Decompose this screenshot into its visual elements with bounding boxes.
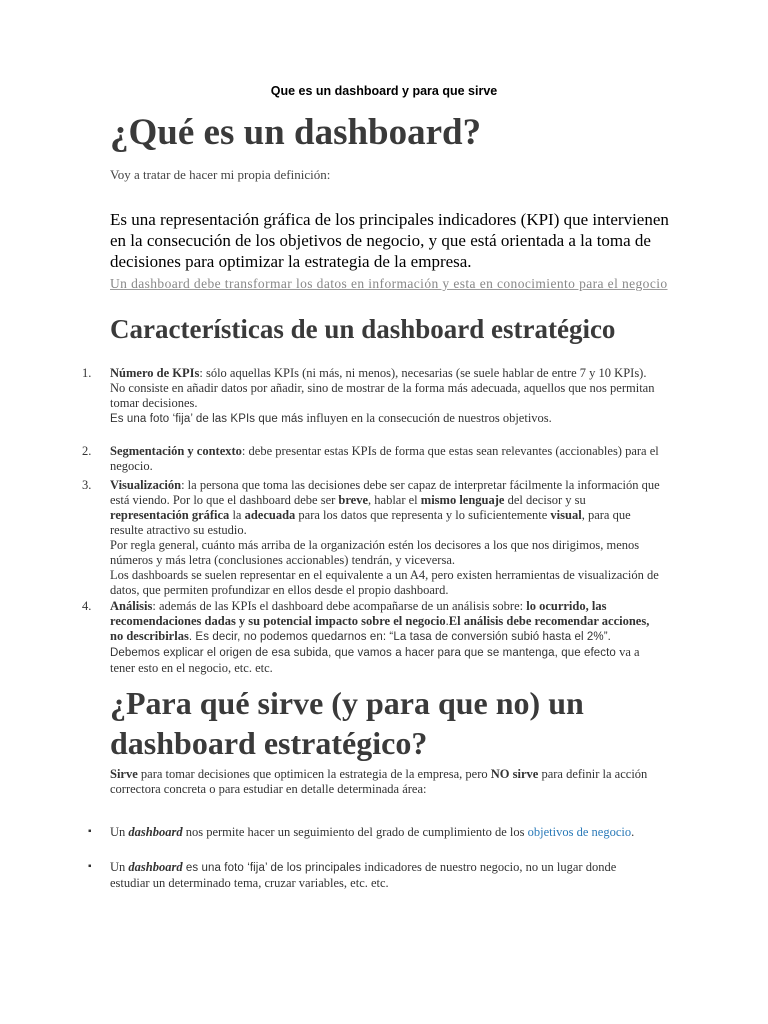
- list-item-line: [110, 599, 660, 676]
- bullet-text: nos permite hacer un seguimiento del grado de cumplimiento de los: [182, 825, 528, 839]
- list-item-text: para los datos que representa y lo suficientemente: [295, 508, 551, 522]
- list-item-segmentation: [82, 444, 660, 474]
- list-item-line: [110, 444, 660, 474]
- list-item-text: .: [445, 614, 449, 628]
- bold-term: adecuada: [244, 508, 296, 522]
- bold-term: lo ocurrido, las recomendaciones dadas y su potencial impacto sobre el negocio: [110, 599, 607, 628]
- heading-what-is-dashboard: ¿Qué es un dashboard?: [110, 112, 482, 153]
- sans-text: . Es decir, no podemos quedarnos en: “La tasa de conversión subió hasta el 2%”. Debemos explicar el origen de esa subida, que vamos a hacer para que se mantenga, que efecto: [110, 631, 616, 659]
- bold-term: visual: [550, 508, 582, 522]
- bold-term: Número de KPIs: [110, 366, 200, 380]
- bold-term: El análisis debe recomendar acciones, no describirlas: [110, 614, 650, 643]
- bold-term: NO sirve: [490, 767, 539, 781]
- intro-text: Voy a tratar de hacer mi propia definición:: [110, 167, 331, 182]
- list-number: 1.: [82, 366, 92, 380]
- bullet-text: Un: [110, 860, 129, 874]
- business-objectives-link[interactable]: objetivos de negocio: [527, 825, 632, 839]
- list-item-text: : además de las KPIs el dashboard debe acompañarse de un análisis sobre:: [152, 599, 527, 613]
- sans-text: es una foto ‘fija’ de los principales: [182, 862, 362, 874]
- list-item-text: Los dashboards se suelen representar en el equivalente a un A4, pero existen herramientas de visualización de datos, que permiten profundizar en ellos desde el propio dashboard.: [110, 568, 659, 597]
- list-item-text: del decisor y su: [504, 493, 586, 507]
- list-item-kpis: [82, 366, 660, 427]
- bullet-square-icon: ▪: [88, 826, 92, 837]
- list-item-analysis: [82, 599, 660, 676]
- list-number: 4.: [82, 599, 92, 613]
- list-item-text: : la persona que toma las decisiones debe ser capaz de interpretar fácilmente la información que está viendo. Por lo que el dashboard debe ser: [110, 478, 660, 507]
- bullet-item-tracking: [88, 825, 650, 840]
- list-item-text: la: [229, 508, 245, 522]
- sans-text: Es una foto ‘fija’ de las KPIs que más: [110, 413, 304, 425]
- heading-what-for: ¿Para qué sirve (y para que no) un dashboard estratégico?: [110, 685, 584, 761]
- quote-link[interactable]: Un dashboard debe transformar los datos en información y esta en conocimiento para el negocio: [110, 276, 668, 291]
- list-number: 2.: [82, 444, 92, 458]
- list-item-text: influyen en la consecución de nuestros objetivos.: [303, 411, 552, 425]
- bold-term: breve: [338, 493, 369, 507]
- list-item-text: , para que resulte atractivo su estudio.: [110, 508, 631, 537]
- bold-term: Sirve: [110, 767, 138, 781]
- bold-term: mismo lenguaje: [420, 493, 505, 507]
- list-item-text: : sólo aquellas KPIs (ni más, ni menos), necesarias (se suele hablar de entre 7 y 10 KPIs).: [199, 366, 647, 380]
- document-title: Que es un dashboard y para que sirve: [270, 84, 498, 98]
- bullet-square-icon: ▪: [88, 861, 92, 872]
- list-item-line: [110, 478, 660, 538]
- bold-term: Segmentación y contexto: [110, 444, 242, 458]
- bullet-text: .: [631, 825, 635, 839]
- list-item-line: [110, 411, 660, 427]
- list-item-text: : debe presentar estas KPIs de forma que estas sean relevantes (accionables) para el negocio.: [110, 444, 659, 473]
- bold-italic-term: dashboard: [128, 860, 183, 874]
- heading-characteristics: Características de un dashboard estratégico: [110, 314, 616, 344]
- list-item-text: va a tener esto en el negocio, etc. etc.: [110, 645, 640, 675]
- list-item-text: No consiste en añadir datos por añadir, sino de mostrar de la forma más adecuada, aquellos que nos permitan tomar decisiones.: [110, 381, 655, 410]
- list-item-line: [110, 366, 660, 381]
- bullet-text: Un: [110, 825, 129, 839]
- paragraph-text: para definir la acción correctora concreta o para estudiar en detalle determinada área:: [110, 767, 648, 796]
- bold-term: representación gráfica: [110, 508, 230, 522]
- bold-italic-term: dashboard: [128, 825, 183, 839]
- bullet-item-snapshot: [88, 860, 650, 891]
- bold-term: Análisis: [110, 599, 153, 613]
- bullet-text: indicadores de nuestro negocio, no un lugar donde estudiar un determinado tema, cruzar variables, etc. etc.: [110, 860, 617, 890]
- sirve-paragraph: [110, 767, 660, 797]
- definition-paragraph: Es una representación gráfica de los principales indicadores (KPI) que intervienen en la consecución de los objetivos de negocio, y que está orientada a la toma de decisiones para optimizar la estrategia de la empresa.: [110, 210, 669, 271]
- bold-term: Visualización: [110, 478, 182, 492]
- paragraph-text: para tomar decisiones que optimicen la estrategia de la empresa, pero: [137, 767, 491, 781]
- list-number: 3.: [82, 478, 92, 492]
- list-item-text: , hablar el: [368, 493, 421, 507]
- list-item-text: Por regla general, cuánto más arriba de la organización estén los decisores a los que nos dirigimos, menos números y más letra (conclusiones accionables) tendrán, y viceversa.: [110, 538, 640, 567]
- list-item-visualization: [82, 478, 660, 598]
